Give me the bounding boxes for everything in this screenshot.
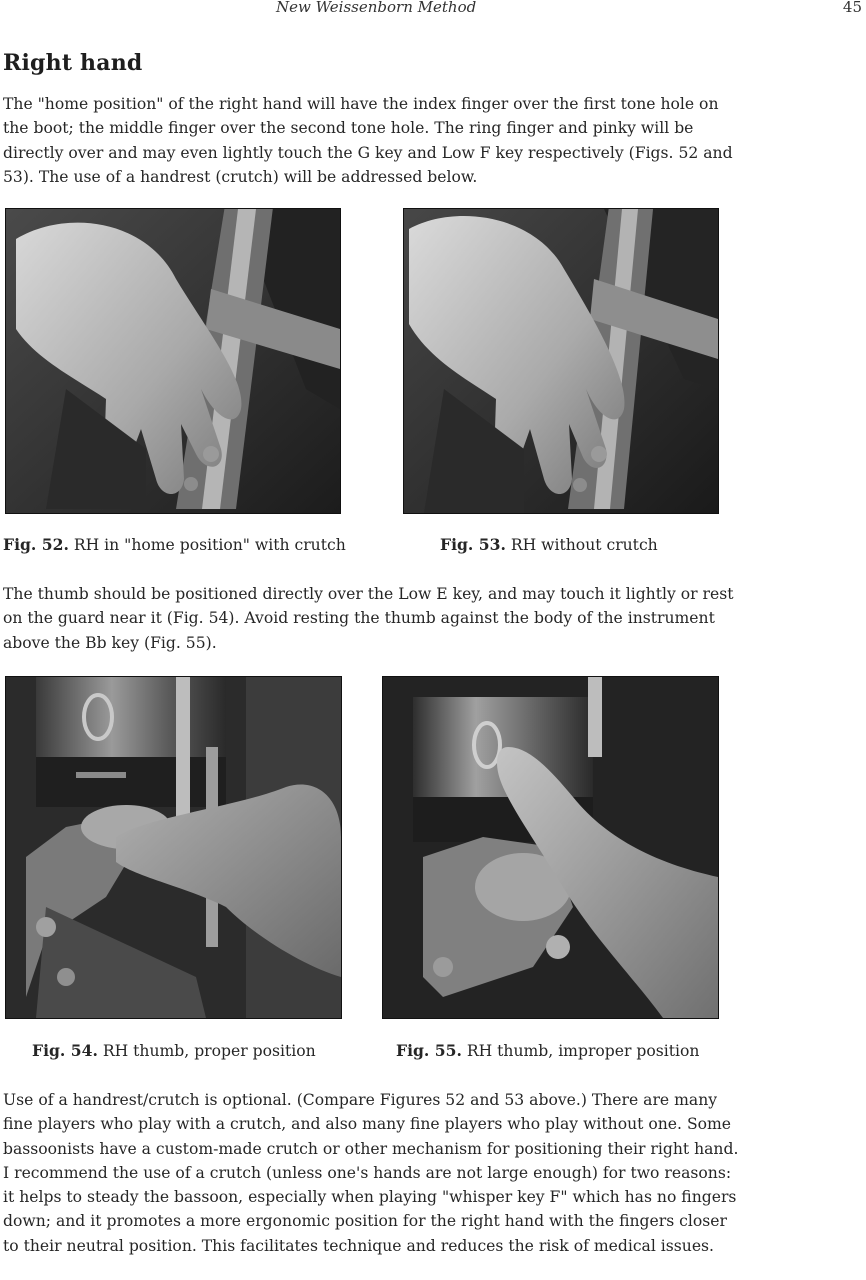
photo-fig-54 — [5, 676, 342, 1019]
photo-fig-52 — [5, 208, 341, 514]
caption-label: Fig. 52. — [3, 535, 69, 554]
caption-fig-53 — [440, 535, 658, 554]
running-title: New Weissenborn Method — [276, 0, 477, 16]
photo-fig-53 — [403, 208, 719, 514]
caption-text: RH thumb, proper position — [102, 1042, 316, 1060]
section-title: Right hand — [3, 50, 143, 76]
photo-fig-55 — [382, 676, 719, 1019]
caption-fig-54 — [32, 1041, 316, 1060]
page-number: 45 — [842, 0, 862, 16]
caption-fig-55 — [396, 1041, 699, 1060]
paragraph-thumb-position: The thumb should be positioned directly over the Low E key, and may touch it lightly or rest on the guard near it (Fig. 54). Avoid resting the thumb against the body of the instrument above the Bb key (Fig. 55). — [3, 585, 734, 652]
caption-label: Fig. 53. — [440, 535, 506, 554]
running-head — [0, 0, 866, 20]
paragraph-handrest: Use of a handrest/crutch is optional. (Compare Figures 52 and 53 above.) There are many fine players who play with a crutch, and also many fine players who play without one. Some bassoonists have a custom-made crutch or other mechanism for positioning their right hand. I recommend the use of a crutch (unless one's hands are not large enough) for two reasons: it helps to steady the bassoon, especially when playing "whisper key F" which has no fingers down; and it promotes a more ergonomic position for the right hand with the fingers closer to their neutral position. This facilitates technique and reduces the risk of medical issues. — [3, 1091, 739, 1255]
caption-text: RH thumb, improper position — [466, 1042, 700, 1060]
caption-text: RH in "home position" with crutch — [73, 536, 346, 554]
paragraph-home-position: The "home position" of the right hand will have the index finger over the first tone hole on the boot; the middle finger over the second tone hole. The ring finger and pinky will be directly over and may even lightly touch the G key and Low F key respectively (Figs. 52 and 53). The use of a handrest (crutch) will be addressed below. — [3, 95, 733, 186]
caption-fig-52 — [3, 535, 346, 554]
caption-text: RH without crutch — [510, 536, 658, 554]
caption-label: Fig. 55. — [396, 1041, 462, 1060]
caption-label: Fig. 54. — [32, 1041, 98, 1060]
